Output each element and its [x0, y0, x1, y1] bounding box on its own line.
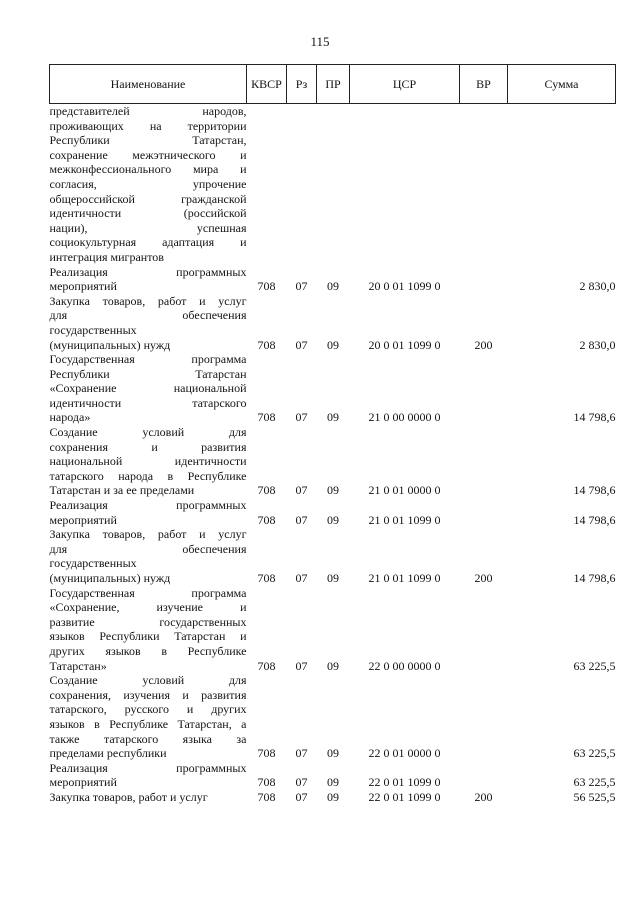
- header-name: Наименование: [50, 65, 247, 104]
- row-name-line: идентичности татарского: [49, 395, 247, 410]
- row-name-line: проживающих на территории: [49, 118, 247, 133]
- table-row: [50, 761, 616, 790]
- page-number: 115: [310, 34, 330, 49]
- row-pr: 09: [327, 512, 339, 527]
- row-name-line: «Сохранение национальной: [49, 381, 247, 396]
- row-name-line: развитие государственных: [49, 614, 247, 629]
- row-csr: 20 0 01 1099 0: [368, 279, 441, 294]
- row-vr: 200: [474, 571, 493, 585]
- table-row: [50, 527, 616, 585]
- row-pr: 09: [327, 571, 339, 585]
- row-name: [50, 104, 247, 265]
- row-sum: 63 225,5: [573, 658, 616, 673]
- row-name-line: согласия, упрочение: [49, 176, 247, 191]
- row-name-line: социокультурная адаптация и: [49, 235, 247, 250]
- row-sum: 2 830,0: [579, 279, 616, 294]
- row-name-line: государственных: [49, 322, 137, 337]
- row-name-line: народа»: [49, 410, 91, 425]
- row-vr: [460, 265, 508, 294]
- header-sum: Сумма: [508, 65, 616, 104]
- row-name-line: сохранения, изучения и развития: [49, 687, 247, 702]
- row-sum: 14 798,6: [573, 410, 616, 425]
- row-name-line: Реализация программных: [49, 760, 247, 775]
- row-name-line: Татарстан и за ее пределами: [49, 483, 195, 498]
- header-pr: ПР: [317, 65, 350, 104]
- row-name-line: идентичности (российской: [49, 206, 247, 221]
- row-name-line: мероприятий: [49, 279, 117, 294]
- row-kvsr: 708: [257, 512, 276, 527]
- row-csr: 20 0 01 1099 0: [368, 337, 441, 352]
- row-name-line: пределами республики: [49, 746, 167, 761]
- row-name-line: интеграция мигрантов: [49, 249, 164, 264]
- row-name-line: для обеспечения: [49, 541, 247, 556]
- row-csr: 22 0 01 1099 0: [368, 775, 441, 790]
- row-csr: 21 0 01 1099 0: [368, 512, 441, 527]
- row-name-line: национальной идентичности: [49, 454, 247, 469]
- row-rz: 07: [295, 658, 308, 673]
- row-name-line: также татарского языка за: [49, 731, 247, 746]
- row-sum: 63 225,5: [573, 746, 616, 761]
- budget-table: [49, 64, 616, 805]
- row-name: [50, 352, 247, 425]
- row-vr: 200: [474, 337, 493, 352]
- header-rz: Рз: [287, 65, 317, 104]
- row-name: [50, 586, 247, 674]
- row-name: [50, 498, 247, 527]
- row-name-line: татарского народа в Республике: [49, 468, 247, 483]
- row-name-line: мероприятий: [49, 512, 117, 527]
- row-name-line: языков в Республике Татарстан, а: [49, 716, 247, 731]
- row-name-line: других языков в Республике: [49, 643, 247, 658]
- row-rz: 07: [295, 410, 308, 425]
- row-name-line: мероприятий: [49, 775, 117, 790]
- row-rz: 07: [295, 571, 308, 585]
- row-vr: [460, 352, 508, 425]
- row-name-line: межконфессионального мира и: [49, 162, 247, 177]
- row-name-line: татарского, русского и других: [49, 702, 247, 717]
- table-row: [50, 498, 616, 527]
- row-pr: [317, 104, 350, 265]
- row-csr: 21 0 01 1099 0: [368, 571, 441, 585]
- header-kvsr: КВСР: [247, 65, 287, 104]
- row-name-line: Реализация программных: [49, 264, 247, 279]
- row-csr: 22 0 00 0000 0: [368, 658, 441, 673]
- row-name-line: «Сохранение, изучение и: [49, 600, 247, 615]
- table-body: [50, 104, 616, 805]
- table-row: [50, 586, 616, 674]
- row-pr: 09: [327, 775, 339, 790]
- row-csr: [350, 104, 460, 265]
- row-name: [50, 265, 247, 294]
- row-pr: 09: [327, 789, 339, 804]
- row-rz: 07: [295, 775, 308, 790]
- table-row: [50, 265, 616, 294]
- row-name-line: государственных: [49, 556, 137, 571]
- row-kvsr: 708: [257, 789, 276, 804]
- row-name: [50, 673, 247, 761]
- row-csr: 21 0 01 0000 0: [368, 483, 441, 498]
- row-name-line: Реализация программных: [49, 498, 247, 513]
- row-rz: 07: [295, 279, 308, 294]
- row-kvsr: 708: [257, 571, 276, 585]
- row-vr: [460, 104, 508, 265]
- row-vr: [460, 498, 508, 527]
- row-name-line: (муниципальных) нужд: [49, 337, 171, 352]
- header-vr: ВР: [460, 65, 508, 104]
- row-kvsr: 708: [257, 279, 276, 294]
- row-kvsr: 708: [257, 658, 276, 673]
- row-kvsr: 708: [257, 775, 276, 790]
- row-rz: 07: [295, 789, 308, 804]
- row-pr: 09: [327, 279, 339, 294]
- row-name-line: Закупка товаров, работ и услуг: [49, 293, 247, 308]
- row-sum: 63 225,5: [573, 775, 616, 790]
- row-sum: 2 830,0: [579, 337, 616, 352]
- row-name-line: Республики Татарстан,: [49, 133, 247, 148]
- row-sum: 14 798,6: [573, 483, 616, 498]
- table-row: [50, 790, 616, 805]
- row-csr: 22 0 01 0000 0: [368, 746, 441, 761]
- row-name: [50, 790, 247, 805]
- table-row: [50, 352, 616, 425]
- row-rz: 07: [295, 512, 308, 527]
- row-sum: 14 798,6: [573, 571, 616, 585]
- table-header-row: [50, 65, 616, 104]
- row-sum: 14 798,6: [573, 512, 616, 527]
- row-name-line: нации), успешная: [49, 220, 247, 235]
- row-name-line: языков Республики Татарстан и: [49, 629, 247, 644]
- row-pr: 09: [327, 483, 339, 498]
- row-name-line: Закупка товаров, работ и услуг: [49, 789, 208, 804]
- row-name-line: Государственная программа: [49, 585, 247, 600]
- row-sum: [508, 104, 616, 265]
- row-kvsr: 708: [257, 746, 276, 761]
- header-csr: ЦСР: [350, 65, 460, 104]
- row-name-line: сохранение межэтнического и: [49, 147, 247, 162]
- row-kvsr: [247, 104, 287, 265]
- table-row: [50, 673, 616, 761]
- row-kvsr: 708: [257, 483, 276, 498]
- row-name-line: Создание условий для: [49, 673, 247, 688]
- row-name: [50, 761, 247, 790]
- row-kvsr: 708: [257, 410, 276, 425]
- row-name-line: (муниципальных) нужд: [49, 571, 171, 585]
- row-pr: 09: [327, 658, 339, 673]
- row-pr: 09: [327, 337, 339, 352]
- row-name-line: Татарстан»: [49, 658, 107, 673]
- row-vr: [460, 673, 508, 761]
- row-csr: 22 0 01 1099 0: [368, 789, 441, 804]
- row-sum: 56 525,5: [573, 789, 616, 804]
- row-name-line: общероссийской гражданской: [49, 191, 247, 206]
- row-name-line: Закупка товаров, работ и услуг: [49, 527, 247, 542]
- row-rz: [287, 104, 317, 265]
- row-name-line: Создание условий для: [49, 425, 247, 440]
- row-rz: 07: [295, 483, 308, 498]
- row-name: [50, 294, 247, 352]
- row-vr: [460, 761, 508, 790]
- row-kvsr: 708: [257, 337, 276, 352]
- row-name: [50, 527, 247, 585]
- row-pr: 09: [327, 410, 339, 425]
- table-row: [50, 425, 616, 498]
- row-csr: 21 0 00 0000 0: [368, 410, 441, 425]
- row-name-line: Государственная программа: [49, 352, 247, 367]
- row-name: [50, 425, 247, 498]
- row-rz: 07: [295, 746, 308, 761]
- row-name-line: представителей народов,: [49, 104, 247, 118]
- row-pr: 09: [327, 746, 339, 761]
- row-vr: 200: [474, 789, 493, 804]
- table-row: [50, 104, 616, 265]
- row-rz: 07: [295, 337, 308, 352]
- row-vr: [460, 425, 508, 498]
- row-name-line: сохранения и развития: [49, 439, 247, 454]
- row-name-line: для обеспечения: [49, 308, 247, 323]
- row-vr: [460, 586, 508, 674]
- table-row: [50, 294, 616, 352]
- row-name-line: Республики Татарстан: [49, 366, 247, 381]
